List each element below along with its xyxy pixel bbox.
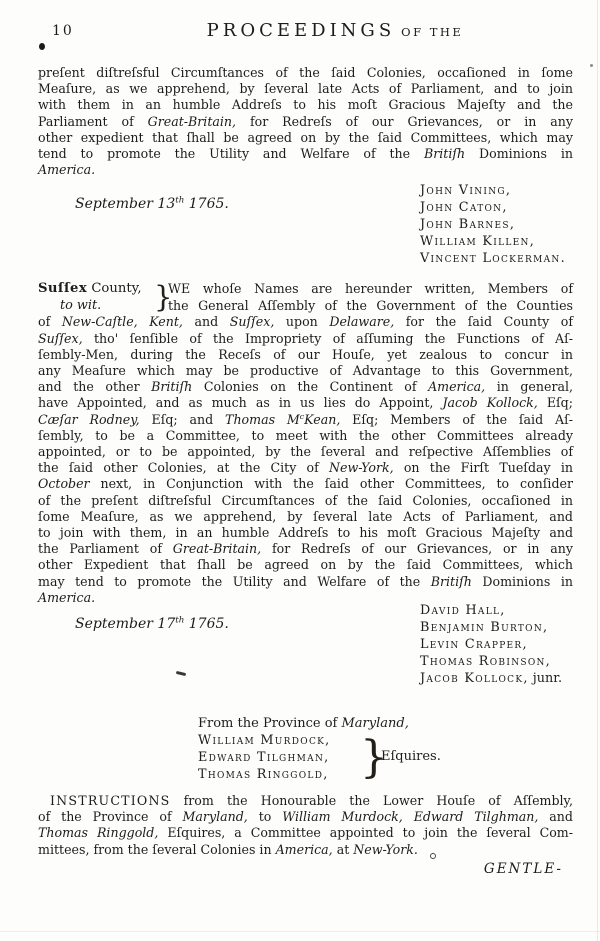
text-line <box>38 379 573 395</box>
page-number: 10 <box>52 23 74 39</box>
text-run: Parliament of <box>38 113 148 129</box>
text-run: th <box>175 615 185 626</box>
text-run: on the Firſt Tueſday in <box>393 460 573 476</box>
text-line <box>38 541 573 557</box>
signature-date <box>75 196 229 267</box>
text-run: New-York, <box>329 460 394 476</box>
text-line: preſent diſtreſsful Circumſtances of the ſaid Colonies, occaſioned in ſome <box>38 65 573 80</box>
text-run: William Murdock, <box>198 733 331 749</box>
text-run: Vincent Lockerman. <box>420 251 566 267</box>
text-line: WE whoſe Names are hereunder written, Members of <box>168 281 573 297</box>
text-line <box>38 793 573 809</box>
text-line <box>38 162 573 178</box>
text-run: at <box>332 841 354 857</box>
text-line: Meaſure, as we apprehend, by ſeveral late Acts of Parliament, and to join <box>38 81 573 97</box>
brace-glyph: } <box>360 731 388 783</box>
text-run: County, <box>87 281 142 297</box>
text-line <box>38 476 573 492</box>
text-run: and <box>538 809 573 825</box>
text-run <box>403 809 414 824</box>
sidenote-county <box>38 281 154 297</box>
text-run: Jacob Kollock, <box>442 395 538 411</box>
delegate-name <box>198 766 360 783</box>
text-line <box>38 842 573 858</box>
text-run: Britiſh <box>424 146 466 162</box>
text-run: th <box>175 195 185 206</box>
esquires-label: Eſquires. <box>381 749 441 765</box>
signatory-name <box>420 199 573 216</box>
text-run: Britiſh <box>430 573 472 589</box>
delegate-name <box>198 749 360 766</box>
text-line: the General Aſſembly of the Government of the Counties <box>168 297 573 313</box>
text-run: 1765. <box>184 616 229 633</box>
text-run: Britiſh <box>151 379 193 395</box>
running-title-rest: OF THE <box>401 25 464 39</box>
text-line: with them in an humble Addreſs to his moſt Gracious Majeſty and the <box>38 97 573 113</box>
text-line <box>38 825 573 841</box>
text-run: to <box>247 809 283 825</box>
maryland-heading <box>198 715 573 732</box>
maryland-delegates-row <box>198 732 573 783</box>
text-run: tend to promote the Utility and Welfare of the <box>38 146 424 162</box>
text-run: William Murdock, <box>282 809 403 825</box>
text-run: Dominions in <box>465 146 573 162</box>
signatory-name <box>420 602 573 619</box>
text-run: Delaware, <box>329 314 395 330</box>
text-run: Thomas M <box>225 411 300 427</box>
text-run: Suſſex, <box>38 330 83 346</box>
text-run: INSTRUCTIONS <box>50 793 171 809</box>
text-line <box>38 146 573 162</box>
paragraph-continuation <box>38 65 573 178</box>
text-run: Levin Crapper, <box>420 637 528 653</box>
text-run: Dominions in <box>471 573 574 589</box>
ink-speck <box>39 43 45 50</box>
text-run: junr. <box>528 671 563 687</box>
signatory-name <box>420 670 573 687</box>
text-run: next, in Conjunction with the ſaid other Committees, to conſider <box>89 476 573 492</box>
text-run: Jacob Kollock, <box>420 671 529 687</box>
running-title-main: PROCEEDINGS <box>206 20 396 41</box>
text-run: David Hall, <box>420 603 506 619</box>
text-run: Edward Tilghman, <box>413 809 539 825</box>
page-header <box>0 20 600 40</box>
text-run: tho' ſenſible of the Impropriety of aſſuming the Functions of Aſ- <box>82 330 573 346</box>
text-line <box>38 809 573 825</box>
text-run: Great-Britain, <box>172 541 262 557</box>
text-line <box>38 114 573 130</box>
text-run: Eſq; Members of the ſaid Aſ- <box>340 411 573 427</box>
sussex-county-section <box>38 281 573 606</box>
text-run: c <box>299 411 305 421</box>
signatory-name <box>420 250 573 267</box>
text-run: Suſſex, <box>229 314 275 330</box>
text-run: From the Province of <box>198 716 342 732</box>
text-line <box>38 314 573 330</box>
text-run: Kean, <box>304 411 341 427</box>
text-run: Edward Tilghman, <box>198 750 330 766</box>
text-run: Colonies on the Continent of <box>192 379 429 395</box>
text-run: New-York. <box>353 841 418 857</box>
text-run: John Vining, <box>420 183 512 199</box>
text-run: for the ſaid County of <box>394 314 573 330</box>
sussex-opening <box>38 281 573 314</box>
catchword: GENTLE- <box>483 860 563 877</box>
brace-glyph: } <box>154 280 173 315</box>
text-run: Great-Britain, <box>147 113 237 129</box>
text-line: ſome Meaſure, as we apprehend, by ſeveral late Acts of Parliament, and <box>38 508 573 524</box>
signatory-name <box>420 182 573 199</box>
text-run: Maryland, <box>182 809 248 825</box>
text-run: the Parliament of <box>38 541 173 557</box>
sussex-body <box>38 314 573 606</box>
sidenote <box>38 281 154 314</box>
text-run: America. <box>38 162 96 178</box>
text-run: and the other <box>38 379 152 395</box>
ink-speck <box>430 853 436 859</box>
text-line <box>38 412 573 428</box>
signatory-name <box>420 233 573 250</box>
text-run: upon <box>274 314 330 330</box>
text-run: mittees, from the ſeveral Colonies in <box>38 841 276 857</box>
text-run: September 13 <box>75 196 176 213</box>
signatory-name <box>420 636 573 653</box>
text-line <box>38 460 573 476</box>
text-run: the ſaid other Colonies, at the City of <box>38 460 330 476</box>
text-run: in general, <box>485 379 574 395</box>
text-run: of the Province of <box>38 809 183 825</box>
text-run: John Barnes, <box>420 217 516 233</box>
maryland-delegation <box>198 715 573 783</box>
ink-speck <box>590 64 593 67</box>
text-run: New-Caſtle, <box>61 314 138 330</box>
text-line: ſembly-Men, during the Receſs of our Houſe, yet zealous to concur in <box>38 346 573 362</box>
text-run: Thomas Ringgold, <box>38 825 159 841</box>
running-title <box>207 20 464 41</box>
signature-block-kent <box>38 182 573 267</box>
text-line: of the preſent diſtreſsful Circumſtances of the ſaid Colonies, occaſioned in <box>38 492 573 508</box>
text-run: 1765. <box>184 196 229 213</box>
page-content <box>38 65 573 877</box>
text-line: other expedient that ſhall be agreed on by the ſaid Committees, which may <box>38 129 573 145</box>
text-line: ſembly, to be a Committee, to meet with the other Committees already <box>38 427 573 443</box>
text-run: Kent, <box>149 314 183 330</box>
text-run: and <box>182 314 230 330</box>
signature-names <box>420 602 573 687</box>
signatory-name <box>420 216 573 233</box>
text-run: Thomas Ringgold, <box>198 767 329 783</box>
text-run: to wit. <box>60 297 102 313</box>
signature-names <box>420 182 573 267</box>
text-run <box>138 314 150 329</box>
signatory-name <box>420 653 573 670</box>
signature-block-sussex <box>38 602 573 687</box>
text-run: Eſq; <box>537 395 573 411</box>
text-run: Maryland, <box>341 716 409 732</box>
text-run: Benjamin Burton, <box>420 620 549 636</box>
text-run: Eſq; and <box>139 411 226 427</box>
delegate-name <box>198 732 360 749</box>
text-run: from the Honourable the Lower Houſe of Aſſembly, <box>170 793 573 809</box>
maryland-delegate-names <box>198 732 360 783</box>
text-run: America. <box>38 589 96 605</box>
text-line <box>38 574 573 590</box>
text-run: America, <box>275 841 333 857</box>
text-run: John Caton, <box>420 200 508 216</box>
instructions-paragraph <box>38 793 573 858</box>
text-run: Eſquires, a Committee appointed to join the ſeveral Com- <box>158 825 573 841</box>
text-run: William Killen, <box>420 234 536 250</box>
text-run: Thomas Robinson, <box>420 654 552 670</box>
text-line: other Expedient that ſhall be agreed on by the ſaid Committees, which <box>38 557 573 573</box>
text-line: any Meaſure which may be productive of Advantage to this Government, <box>38 363 573 379</box>
text-run: America, <box>428 379 486 395</box>
text-run: for Redreſs of our Grievances, or in any <box>236 113 573 129</box>
text-line <box>38 331 573 347</box>
text-line <box>38 395 573 411</box>
text-run: Cæſar Rodney, <box>38 411 140 427</box>
text-run: for Redreſs of our Grievances, or in any <box>261 541 573 557</box>
sidenote-towit <box>60 298 154 314</box>
signature-date <box>75 616 229 687</box>
text-line: to join with them, in an humble Addreſs to his moſt Gracious Majeſty and <box>38 525 573 541</box>
text-run: have Appointed, and as much as in us lies do Appoint, <box>38 395 443 411</box>
text-run: Suſſex <box>38 281 88 297</box>
text-run: of <box>38 314 62 330</box>
sussex-opening-lines <box>168 281 573 314</box>
signatory-name <box>420 619 573 636</box>
text-run: may tend to promote the Utility and Welfare of the <box>38 573 431 589</box>
text-run: October <box>38 476 90 492</box>
text-run: September 17 <box>75 616 176 633</box>
text-line: appointed, or to be appointed, by the ſeveral and reſpective Aſſemblies of <box>38 444 573 460</box>
